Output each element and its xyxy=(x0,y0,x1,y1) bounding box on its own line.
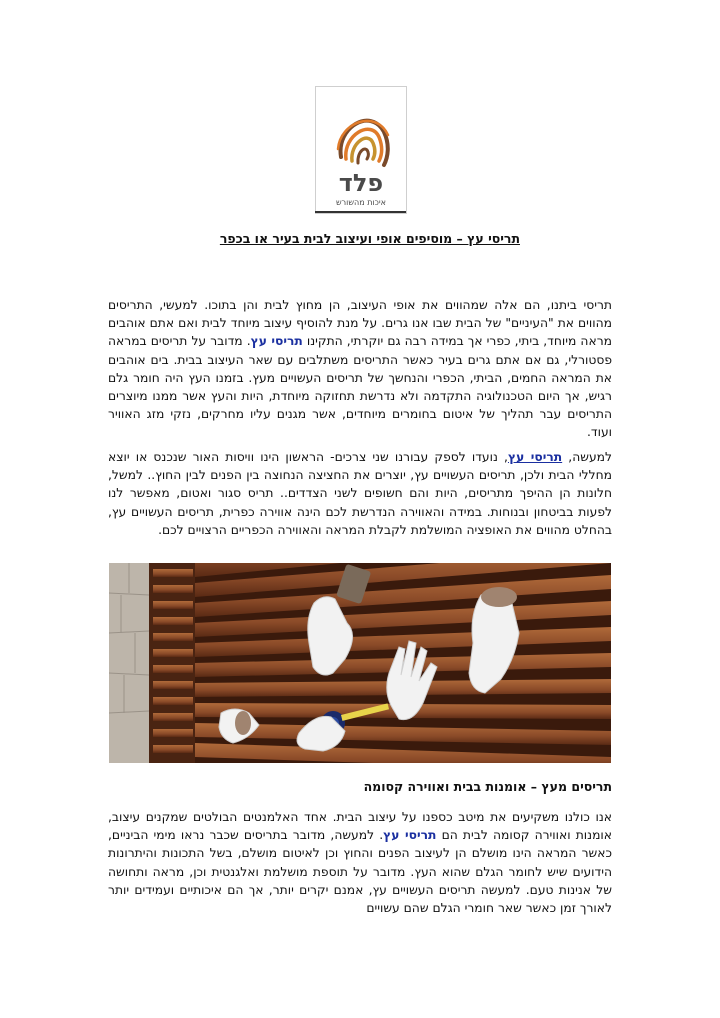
paragraph-1-text-start: תריסי ביתנו, הם אלה שמהווים את אופי העיצוב, הן מחוץ לבית והן בתוכו. למעשי, התריסים מהווים את "העיניים" של הבית שבו אנו גרים. על מנת להוסיף עיצוב מיוחד לבית ואם אתם אוהבים מראה מיוחד, ביתי, כפרי אך במידה רבה גם יוקרתי, התקינו xyxy=(108,298,612,349)
wood-shutters-link[interactable]: תריסי עץ xyxy=(383,828,437,843)
paragraph-2 xyxy=(108,448,612,539)
company-logo xyxy=(315,86,407,214)
paragraph-2-text-start: למעשה, xyxy=(562,450,612,464)
wood-shutters-link[interactable]: תריסי עץ xyxy=(250,334,303,349)
paragraph-1-text-end: . מדובר על תריסים במראה פסטורלי, גם אם אתם גרים בעיר כאשר התריסים משתלבים עם שאר העיצוב בבית. בים אוהבים את המראה החמים, הביתי, הכפרי והנחשך של תריסים העשויים מעץ. בזמנו העץ היה חומר גלם רגיש, אך היום הטכנולוגיה התקדמה ולא נדרשת תחזוקה מיוחדת, היות והעץ אשר ממנו מיוצרים התריסים עבר תהליך של איטום בחומרים מיוחדים, אשר מגנים עליו מחרקים, נזקי מזג האוויר ועוד. xyxy=(108,334,612,440)
logo-divider xyxy=(315,211,406,213)
section-subheading: תריסים מעץ – אומנות בבית ואווירה קסומה xyxy=(363,779,612,794)
wood-shutters-link[interactable]: תריסי עץ xyxy=(507,450,563,464)
logo-tagline: איכות מהשורש xyxy=(335,198,387,207)
paragraph-1 xyxy=(108,296,612,442)
logo-name: פלד xyxy=(338,169,384,197)
fingerprint-logo-icon xyxy=(316,87,406,213)
paragraph-2-text-end: , נועדו לספק עבורנו שני צרכים- הראשון הינו וויסות האור שנכנס או יוצא מחללי הבית ולכן, תריסים העשויים עץ, יוצרים את החציצה הנחוצה בין הפנים לבין החוץ.. למשל, חלונות הן ההיפך מתריסים, היות והם חשופים לשני הצדדים.. תריס סגור ואטום, מאפשר לנו לפעות בביטחון ובנוחות. במידה והאווירה הנדרשת לכם הינה אווירה כפרית, תריסים העשויים עץ, בהחלט מהווים את האופציה המושלמת לקבלת המראה והאווירה הכפריים הרצויים לכם. xyxy=(108,450,612,537)
paragraph-3 xyxy=(108,808,612,917)
paragraph-3-text-end: . למעשה, מדובר בתריסים שכבר נראו מימי הביניים, כאשר המראה הינו מושלם הן לעיצוב הפנים והחוץ וכן לאיטום מושלם, בשל התכונות והיתרונות הידועים שיש לחומר הגלם שהוא העץ. מדובר על תוספת מושלמת ואלגנטית וכן, מראה ותחושה של אנינות טעם. למעשה תריסים העשויים עץ, אמנם יקרים יותר, אך הם איכותיים ועמידים יותר לאורך זמן כאשר שאר חומרי הגלם שהם עשויים xyxy=(108,828,612,916)
page-title: תריסי עץ – מוסיפים אופי ועיצוב לבית בעיר או בכפר xyxy=(219,231,520,246)
wood-shutters-photo xyxy=(109,563,611,763)
paragraph-3-text-start: אנו כולנו משקיעים את מיטב כספנו על עיצוב הבית. אחד האלמנטים הבולטים שמקנים עיצוב, אומנות ואווירה קסומה לבית הם xyxy=(108,810,612,843)
gloves-on-wooden-slats-image xyxy=(109,563,611,763)
